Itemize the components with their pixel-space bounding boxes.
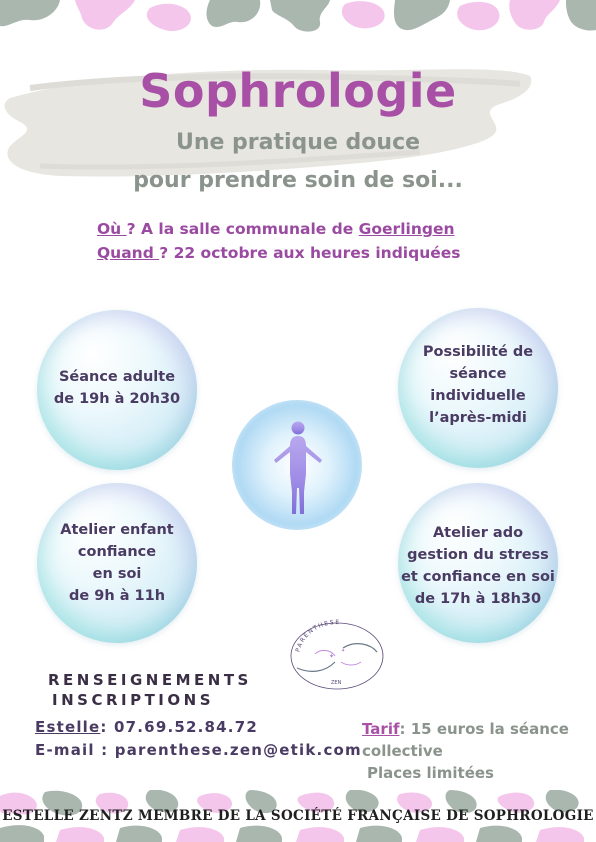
logo-bottom-text: ZEN [331,680,342,686]
bubble-line: Séance adulte [58,369,176,385]
places-note: Places limitées [367,764,494,782]
contact-name: Estelle [35,718,101,736]
pricing-block [362,718,592,784]
svg-text:PARENTHESE [295,619,341,653]
when-text: ? 22 octobre aux heures indiquées [159,244,461,262]
where-place: Goerlingen [358,220,455,238]
bubble-line: l’après-midi [429,410,527,426]
date-info [97,244,460,262]
sparkle-icon: ✦ [341,648,346,654]
bubble-line: de 19h à 20h30 [53,391,181,407]
top-decorative-pattern [0,0,596,36]
meditating-figure-icon [262,418,334,522]
info-heading-line-2: INSCRIPTIONS [52,691,214,709]
bubble-line: séance [449,366,507,382]
bubble-line: Possibilité de [422,344,534,360]
bubble-line: gestion du stress [407,547,549,563]
bubble-child-text [37,519,197,607]
bubble-adult-text [37,366,197,410]
logo-top-text: PARENTHESE [294,618,341,653]
pricing-text: : 15 euros la séance collective [362,720,569,760]
footer-membership: ESTELLE ZENTZ MEMBRE DE LA SOCIÉTÉ FRANÇAISE DE SOPHROLOGIE [2,808,594,824]
phone-number: : 07.69.52.84.72 [100,718,258,736]
bubble-teen-text [392,522,564,610]
pricing-label: Tarif [362,720,400,738]
where-text: ? A la salle communale de [126,220,359,238]
location-info [97,220,455,238]
bubble-line: Atelier ado [432,525,524,541]
phone-line [35,718,258,736]
where-label: Où [97,220,127,238]
subtitle-line-1: Une pratique douce [175,130,421,155]
bubble-line: de 17h à 18h30 [414,591,542,607]
sparkle-icon: ✦ [329,653,335,660]
info-heading [48,670,252,710]
bubble-individual-text [398,341,558,429]
info-heading-line-1: RENSEIGNEMENTS [48,671,252,689]
subtitle-line-2: pour prendre soin de soi... [133,168,463,193]
bubble-line: de 9h à 11h [68,588,166,604]
email-line [35,741,362,759]
bubble-line: en soi [92,566,142,582]
bubble-line: Atelier enfant [60,522,174,538]
page-title: Sophrologie [139,64,457,118]
bubble-line: individuelle [430,388,526,404]
email-address: parenthese.zen@etik.com [114,741,362,759]
email-label: E-mail : [35,741,115,759]
when-label: Quand [97,244,160,262]
bubble-line: et confiance en soi [401,569,555,585]
parenthese-zen-logo [285,618,389,690]
bubble-line: confiance [77,544,157,560]
